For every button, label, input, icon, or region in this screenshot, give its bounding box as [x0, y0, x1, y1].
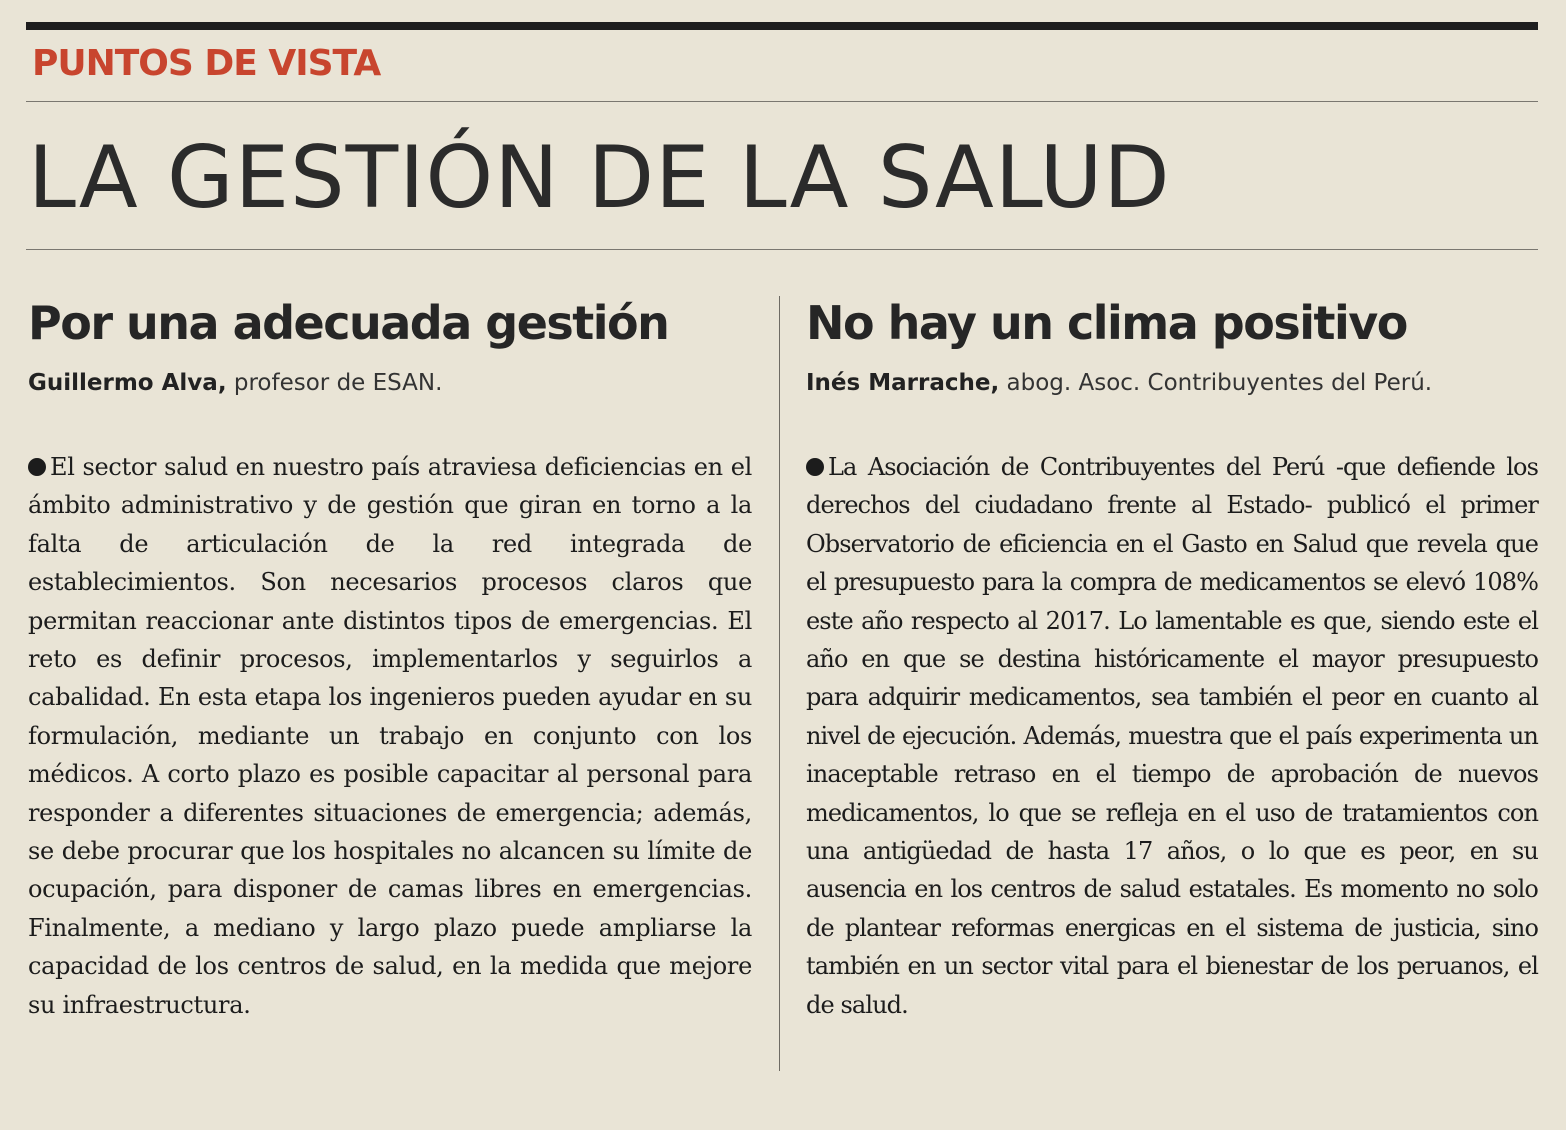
section-label: PUNTOS DE VISTA — [32, 43, 381, 84]
byline — [806, 366, 1538, 400]
article-body — [28, 448, 752, 1024]
column-divider — [779, 296, 780, 1071]
author-name: Inés Marrache, — [806, 370, 1000, 396]
divider-rule — [26, 249, 1538, 250]
bullet-icon — [28, 458, 46, 476]
author-name: Guillermo Alva, — [28, 370, 227, 396]
page-title: LA GESTIÓN DE LA SALUD — [28, 128, 1171, 228]
column-heading: No hay un clima positivo — [806, 296, 1407, 350]
author-affiliation: abog. Asoc. Contribuyentes del Perú. — [999, 370, 1433, 396]
opinion-column-right — [806, 288, 1538, 1024]
opinion-column-left — [28, 288, 752, 1024]
article-body — [806, 448, 1538, 1024]
divider-rule — [26, 101, 1538, 102]
column-heading: Por una adecuada gestión — [28, 296, 669, 350]
article-text: El sector salud en nuestro país atraviesa deficiencias en el ámbito administrativo y de gestión que giran en torno a la falta de articulación de la red integrada de establecimientos. Son necesarios procesos claros que permitan reaccionar ante distintos tipos de emergencias. El reto es definir procesos, implementarlos y seguirlos a cabalidad. En esta etapa los ingenieros pueden ayudar en su formulación, mediante un trabajo en conjunto con los médicos. A corto plazo es posible capacitar al personal para responder a diferentes situaciones de emergencia; además, se debe procurar que los hospitales no alcancen su límite de ocupación, para disponer de camas libres en emergencias. Finalmente, a mediano y largo plazo puede ampliarse la capacidad de los centros de salud, en la medida que mejore su infraestructura. — [28, 453, 752, 1019]
author-affiliation: profesor de ESAN. — [226, 370, 443, 396]
byline — [28, 366, 752, 400]
bullet-icon — [806, 458, 824, 476]
article-text: La Asociación de Contribuyentes del Perú -que defiende los derechos del ciudadano frente al Estado- publicó el primer Observatorio de eficiencia en el Gasto en Salud que revela que el presupuesto para la compra de medicamentos se elevó 108% este año respecto al 2017. Lo lamentable es que, siendo este el año en que se destina históricamente el mayor presupuesto para adquirir medicamentos, sea también el peor en cuanto al nivel de ejecución. Además, muestra que el país experimenta un inaceptable retraso en el tiempo de aprobación de nuevos medicamentos, lo que se refleja en el uso de tratamientos con una antigüedad de hasta 17 años, o lo que es peor, en su ausencia en los centros de salud estatales. Es momento no solo de plantear reformas energicas en el sistema de justicia, sino también en un sector vital para el bienestar de los peruanos, el de salud. — [806, 453, 1538, 1019]
top-rule — [26, 22, 1538, 30]
